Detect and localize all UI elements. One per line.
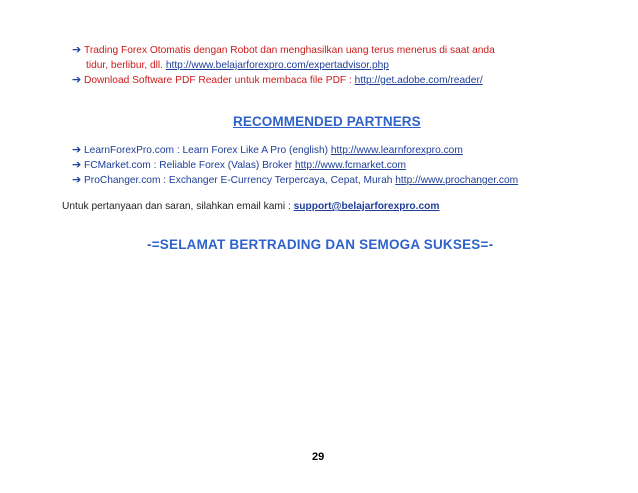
intro-item-1-cont bbox=[86, 59, 389, 72]
intro-item-1-text-cont: tidur, berlibur, dll. bbox=[86, 60, 164, 71]
partner-item-text: LearnForexPro.com : Learn Forex Like A Pro (english) bbox=[84, 145, 329, 156]
partner-item bbox=[72, 174, 518, 187]
intro-item-1 bbox=[72, 44, 495, 57]
closing-message: -=SELAMAT BERTRADING DAN SEMOGA SUKSES=- bbox=[147, 237, 494, 252]
recommended-partners-heading: RECOMMENDED PARTNERS bbox=[233, 114, 421, 129]
partner-item bbox=[72, 144, 463, 157]
partner-item-text: ProChanger.com : Exchanger E-Currency Terpercaya, Cepat, Murah bbox=[84, 175, 393, 186]
arrow-right-icon: ➔ bbox=[72, 44, 82, 56]
partner-item bbox=[72, 159, 406, 172]
arrow-right-icon: ➔ bbox=[72, 159, 82, 171]
fcmarket-link[interactable]: http://www.fcmarket.com bbox=[295, 160, 406, 171]
learnforexpro-link[interactable]: http://www.learnforexpro.com bbox=[330, 145, 463, 156]
expert-advisor-link[interactable]: http://www.belajarforexpro.com/expertadvisor.php bbox=[165, 60, 389, 71]
intro-item-2-text: Download Software PDF Reader untuk membaca file PDF : bbox=[84, 75, 352, 86]
page-number: 29 bbox=[312, 451, 325, 463]
prochanger-link[interactable]: http://www.prochanger.com bbox=[395, 175, 519, 186]
arrow-right-icon: ➔ bbox=[72, 144, 82, 156]
arrow-right-icon: ➔ bbox=[72, 74, 82, 86]
arrow-right-icon: ➔ bbox=[72, 174, 82, 186]
intro-item-2 bbox=[72, 74, 483, 87]
contact-line bbox=[62, 200, 439, 213]
adobe-reader-link[interactable]: http://get.adobe.com/reader/ bbox=[354, 75, 483, 86]
partner-item-text: FCMarket.com : Reliable Forex (Valas) Broker bbox=[84, 160, 293, 171]
contact-text: Untuk pertanyaan dan saran, silahkan email kami : bbox=[62, 201, 291, 212]
intro-item-1-text: Trading Forex Otomatis dengan Robot dan menghasilkan uang terus menerus di saat anda bbox=[84, 45, 495, 56]
support-email-link[interactable]: support@belajarforexpro.com bbox=[293, 201, 440, 212]
